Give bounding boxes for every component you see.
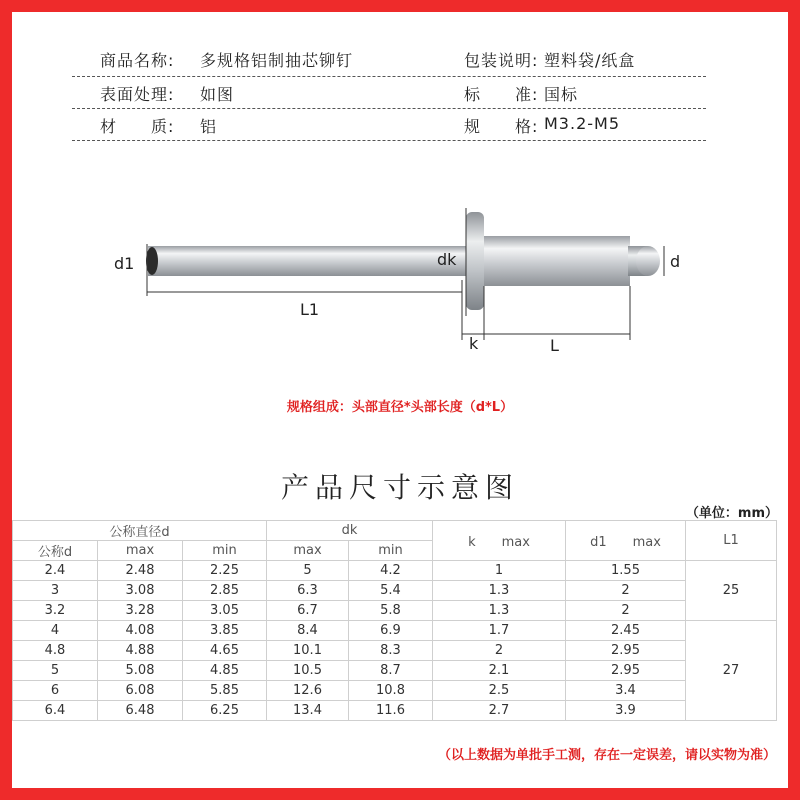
- spec-row-3: [72, 114, 706, 140]
- table-header-row: [13, 521, 777, 541]
- cell-dk-max: 6.7: [267, 601, 349, 621]
- cell-d-max: 3.08: [98, 581, 183, 601]
- cell-nominal-d: 2.4: [13, 561, 98, 581]
- header-dk-max: max: [267, 541, 349, 561]
- cell-dk-max: 5: [267, 561, 349, 581]
- cell-d-min: 4.85: [183, 661, 267, 681]
- header-d-min: min: [183, 541, 267, 561]
- table-row: [13, 561, 777, 581]
- cell-nominal-d: 6: [13, 681, 98, 701]
- cell-nominal-d: 5: [13, 661, 98, 681]
- cell-k-max: 2.1: [433, 661, 566, 681]
- table-row: [13, 701, 777, 721]
- spec-row-2: [72, 82, 706, 108]
- cell-dk-min: 5.4: [349, 581, 433, 601]
- cell-dk-min: 8.7: [349, 661, 433, 681]
- cell-k-max: 2.5: [433, 681, 566, 701]
- mandrel-tip: [146, 247, 158, 275]
- product-name-label: 商品名称:: [100, 51, 175, 70]
- cell-dk-max: 6.3: [267, 581, 349, 601]
- surface-value: 如图: [200, 85, 235, 104]
- header-dk-min: min: [349, 541, 433, 561]
- cell-d1-max: 2: [566, 581, 686, 601]
- table-row: [13, 601, 777, 621]
- divider: [72, 76, 706, 77]
- cell-dk-max: 10.5: [267, 661, 349, 681]
- cell-d-min: 2.25: [183, 561, 267, 581]
- cell-L1-group-1: 25: [686, 561, 777, 621]
- k-label: k: [469, 334, 479, 353]
- spec-composition-caption: 规格组成：头部直径*头部长度（d*L）: [286, 400, 514, 415]
- table-row: [13, 581, 777, 601]
- cell-d-max: 6.08: [98, 681, 183, 701]
- cell-d-max: 5.08: [98, 661, 183, 681]
- header-d-max: max: [98, 541, 183, 561]
- spec-row-1: [72, 48, 706, 74]
- cell-k-max: 1.3: [433, 581, 566, 601]
- cell-dk-min: 8.3: [349, 641, 433, 661]
- cell-k-max: 1.3: [433, 601, 566, 621]
- cell-k-max: 2: [433, 641, 566, 661]
- L1-label: L1: [300, 300, 320, 319]
- cell-L1-group-2: 27: [686, 621, 777, 721]
- cell-d-max: 4.08: [98, 621, 183, 641]
- cell-k-max: 1.7: [433, 621, 566, 641]
- d-label: d: [670, 252, 681, 271]
- table-title: 产品尺寸示意图: [280, 471, 519, 504]
- divider: [72, 140, 706, 141]
- cell-d-min: 3.05: [183, 601, 267, 621]
- cell-d-max: 6.48: [98, 701, 183, 721]
- product-name-value: 多规格铝制抽芯铆钉: [200, 51, 354, 70]
- cell-d1-max: 2.45: [566, 621, 686, 641]
- cell-d1-max: 2.95: [566, 661, 686, 681]
- cell-dk-min: 4.2: [349, 561, 433, 581]
- cell-dk-min: 6.9: [349, 621, 433, 641]
- cell-d-max: 3.28: [98, 601, 183, 621]
- header-dk: dk: [267, 521, 433, 541]
- header-nominal-diameter: 公称直径d: [13, 521, 267, 541]
- table-row: [13, 641, 777, 661]
- header-k-max: k max: [433, 521, 566, 561]
- cell-nominal-d: 3.2: [13, 601, 98, 621]
- material-label: 材 质:: [100, 117, 175, 136]
- cell-d-min: 3.85: [183, 621, 267, 641]
- surface-label: 表面处理:: [100, 85, 175, 104]
- header-nominal-d: 公称d: [13, 541, 98, 561]
- cell-d-min: 4.65: [183, 641, 267, 661]
- cell-nominal-d: 4.8: [13, 641, 98, 661]
- cell-dk-max: 8.4: [267, 621, 349, 641]
- L-label: L: [550, 336, 559, 355]
- cell-dk-min: 5.8: [349, 601, 433, 621]
- rivet-ball: [636, 246, 660, 276]
- cell-d1-max: 1.55: [566, 561, 686, 581]
- standard-value: 国标: [544, 85, 579, 104]
- standard-label: 标 准:: [464, 85, 539, 104]
- size-label: 规 格:: [464, 117, 539, 136]
- cell-d-max: 2.48: [98, 561, 183, 581]
- cell-d1-max: 2: [566, 601, 686, 621]
- cell-d-min: 6.25: [183, 701, 267, 721]
- cell-d-min: 2.85: [183, 581, 267, 601]
- cell-nominal-d: 3: [13, 581, 98, 601]
- packaging-label: 包装说明:: [464, 51, 539, 70]
- dimension-table: [12, 520, 777, 721]
- packaging-value: 塑料袋/纸盒: [544, 51, 636, 70]
- cell-nominal-d: 6.4: [13, 701, 98, 721]
- material-value: 铝: [200, 117, 218, 136]
- header-d1-max: d1 max: [566, 521, 686, 561]
- cell-d1-max: 3.9: [566, 701, 686, 721]
- d1-label: d1: [114, 254, 135, 273]
- cell-dk-min: 11.6: [349, 701, 433, 721]
- header-L1: L1: [686, 521, 777, 561]
- dk-label: dk: [437, 250, 457, 269]
- table-row: [13, 621, 777, 641]
- cell-nominal-d: 4: [13, 621, 98, 641]
- mandrel-shaft: [148, 246, 466, 276]
- cell-d-max: 4.88: [98, 641, 183, 661]
- cell-d1-max: 2.95: [566, 641, 686, 661]
- unit-label: （单位：mm）: [685, 506, 778, 521]
- table-row: [13, 661, 777, 681]
- rivet-diagram: [0, 190, 800, 370]
- cell-dk-max: 13.4: [267, 701, 349, 721]
- cell-dk-min: 10.8: [349, 681, 433, 701]
- size-value: M3.2-M5: [544, 114, 621, 133]
- table-row: [13, 681, 777, 701]
- rivet-body: [484, 236, 630, 286]
- divider: [72, 108, 706, 109]
- cell-dk-max: 12.6: [267, 681, 349, 701]
- cell-d-min: 5.85: [183, 681, 267, 701]
- cell-k-max: 2.7: [433, 701, 566, 721]
- cell-d1-max: 3.4: [566, 681, 686, 701]
- cell-k-max: 1: [433, 561, 566, 581]
- rivet-head: [466, 212, 484, 310]
- measurement-note: （以上数据为单批手工测，存在一定误差，请以实物为准）: [437, 748, 776, 763]
- cell-dk-max: 10.1: [267, 641, 349, 661]
